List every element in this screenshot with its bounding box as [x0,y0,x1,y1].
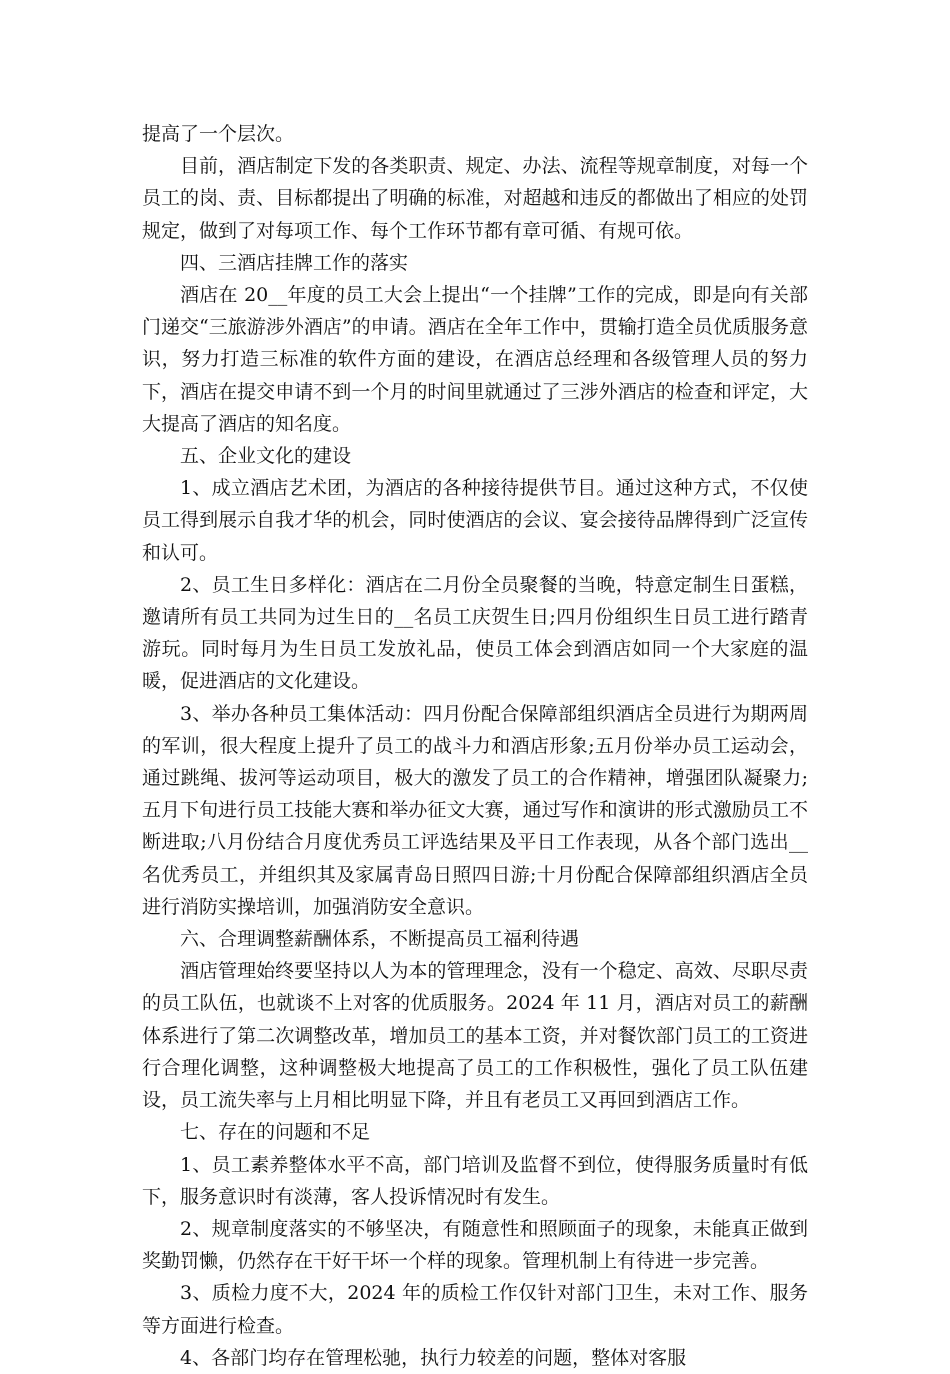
paragraph-problem-2: 2、规章制度落实的不够坚决，有随意性和照顾面子的现象，未能真正做到奖勤罚懒，仍然存在干好干坏一个样的现象。管理机制上有待进一步完善。 [142,1217,808,1273]
paragraph-continuation: 提高了一个层次。 [142,123,295,145]
paragraph-problem-4: 4、各部门均存在管理松驰，执行力较差的问题，整体对客服 [180,1346,687,1369]
paragraph-group-activities: 3、举办各种员工集体活动：四月份配合保障部组织酒店全员进行为期两周的军训，很大程度上提升了员工的战斗力和酒店形象;五月份举办员工运动会，通过跳绳、拔河等运动项目，极大的激发了员工的合作精神，增强团队凝聚力;五月下旬进行员工技能大赛和举办征文大赛，通过写作和演讲的形式激励员工不断进取;八月份结合月度优秀员工评选结果及平日工作表现，从各个部门选出__名优秀员工，并组织其及家属青岛日照四日游;十月份配合保障部组织酒店全员进行消防实操培训，加强消防安全意识。 [142,702,808,918]
paragraph-problem-1: 1、员工素养整体水平不高，部门培训及监督不到位，使得服务质量时有低下，服务意识时有淡薄，客人投诉情况时有发生。 [142,1153,808,1208]
paragraph-birthdays: 2、员工生日多样化：酒店在二月份全员聚餐的当晚，特意定制生日蛋糕，邀请所有员工共同为过生日的__名员工庆贺生日;四月份组织生日员工进行踏青游玩。同时每月为生日员工发放礼品，使员工体会到酒店如同一个大家庭的温暖，促进酒店的文化建设。 [142,573,808,693]
paragraph-salary: 酒店管理始终要坚持以人为本的管理理念，没有一个稳定、高效、尽职尽责的员工队伍，也就谈不上对客的优质服务。2024 年 11 月，酒店对员工的薪酬体系进行了第二次调整改革，增加员工的基本工资，并对餐饮部门员工的工资进行合理化调整，这种调整极大地提高了员工的工作积极性，强化了员工队伍建设，员工流失率与上月相比明显下降，并且有老员工又再回到酒店工作。 [142,960,808,1112]
paragraph-art-troupe: 1、成立酒店艺术团，为酒店的各种接待提供节目。通过这种方式，不仅使员工得到展示自我才华的机会，同时使酒店的会议、宴会接待品牌得到广泛宣传和认可。 [142,477,808,564]
section-heading-five: 五、企业文化的建设 [180,445,352,468]
paragraph-regulations: 目前，酒店制定下发的各类职责、规定、办法、流程等规章制度，对每一个员工的岗、责、目标都提出了明确的标准，对超越和违反的都做出了相应的处罚规定，做到了对每项工作、每个工作环节都有章可循、有规可依。 [142,155,808,242]
section-heading-four: 四、三酒店挂牌工作的落实 [180,251,409,274]
paragraph-hotel-rating: 酒店在 20__年度的员工大会上提出“一个挂牌”工作的完成，即是向有关部门递交“三旅游涉外酒店”的申请。酒店在全年工作中，贯输打造全员优质服务意识，努力打造三标准的软件方面的建设，在酒店总经理和各级管理人员的努力下，酒店在提交申请不到一个月的时间里就通过了三涉外酒店的检查和评定，大大提高了酒店的知名度。 [142,284,808,435]
paragraph-problem-3: 3、质检力度不大，2024 年的质检工作仅针对部门卫生，未对工作、服务等方面进行检查。 [142,1282,808,1337]
document-body [142,118,808,1374]
section-heading-six: 六、合理调整薪酬体系，不断提高员工福利待遇 [180,928,580,951]
section-heading-seven: 七、存在的问题和不足 [180,1121,371,1144]
